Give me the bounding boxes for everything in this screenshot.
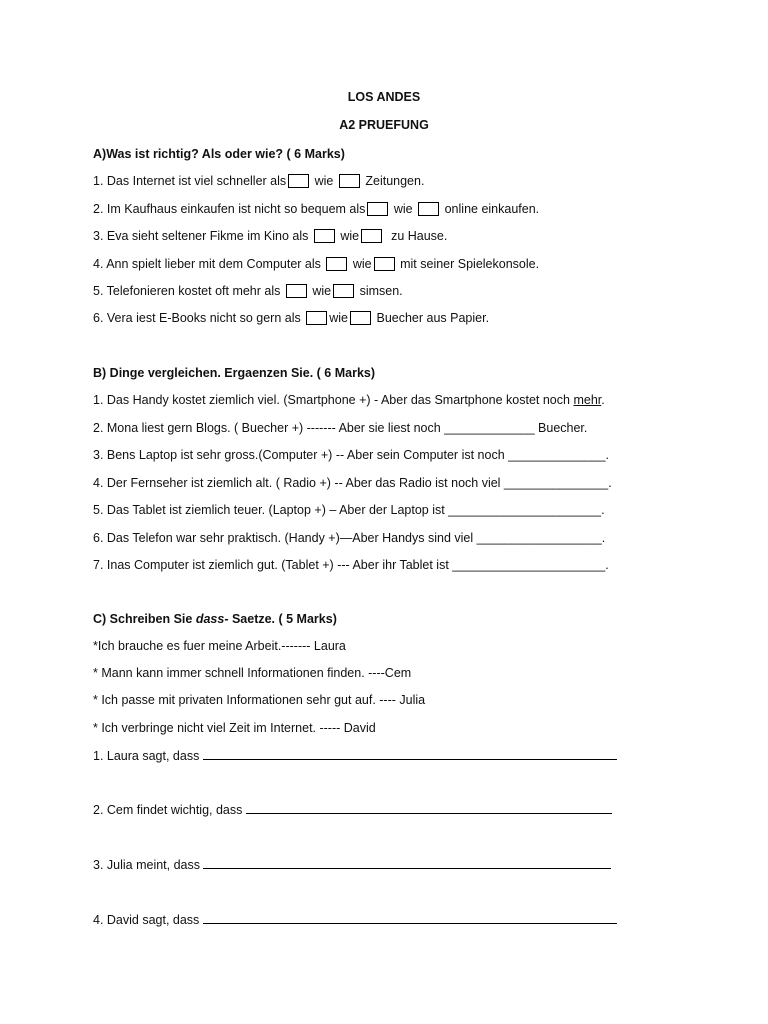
section-a-item: 6. Vera iest E-Books nicht so gern als wie Buecher aus Papier. — [93, 311, 490, 325]
section-b-item[interactable]: 3. Bens Laptop ist sehr gross.(Computer +) -- Aber sein Computer ist noch ______________. — [93, 448, 609, 462]
answer-box[interactable] — [306, 311, 327, 325]
exam-title: A2 PRUEFUNG — [339, 118, 429, 132]
example-answer: mehr — [573, 393, 602, 407]
answer-box[interactable] — [367, 202, 388, 216]
section-a-item: 4. Ann spielt lieber mit dem Computer als wie mit seiner Spielekonsole. — [93, 257, 540, 271]
answer-box[interactable] — [286, 284, 307, 298]
answer-blank[interactable] — [246, 802, 612, 814]
quote-line: * Ich passe mit privaten Informationen sehr gut auf. ---- Julia — [93, 693, 426, 707]
answer-line: 3. Julia meint, dass — [93, 857, 611, 873]
answer-line: 2. Cem findet wichtig, dass — [93, 802, 612, 818]
section-a-item: 5. Telefonieren kostet oft mehr als wie simsen. — [93, 284, 403, 298]
section-a-heading: A)Was ist richtig? Als oder wie? ( 6 Marks) — [93, 147, 345, 161]
answer-blank[interactable] — [203, 748, 617, 760]
answer-box[interactable] — [361, 229, 382, 243]
answer-line: 1. Laura sagt, dass — [93, 748, 617, 764]
section-b-item[interactable]: 2. Mona liest gern Blogs. ( Buecher +) ------- Aber sie liest noch _____________ Buecher. — [93, 421, 588, 435]
answer-line: 4. David sagt, dass — [93, 912, 617, 928]
answer-box[interactable] — [350, 311, 371, 325]
answer-blank[interactable] — [203, 912, 617, 924]
answer-box[interactable] — [288, 174, 309, 188]
answer-box[interactable] — [326, 257, 347, 271]
section-c-heading: C) Schreiben Sie dass- Saetze. ( 5 Marks) — [93, 612, 337, 626]
section-b-heading: B) Dinge vergleichen. Ergaenzen Sie. ( 6 Marks) — [93, 366, 376, 380]
section-a-item: 3. Eva sieht seltener Fikme im Kino als wie zu Hause. — [93, 229, 448, 243]
answer-box[interactable] — [339, 174, 360, 188]
section-a-item: 2. Im Kaufhaus einkaufen ist nicht so bequem als wie online einkaufen. — [93, 202, 540, 216]
answer-box[interactable] — [374, 257, 395, 271]
section-b-item[interactable]: 5. Das Tablet ist ziemlich teuer. (Laptop +) – Aber der Laptop ist ______________________. — [93, 503, 605, 517]
answer-blank[interactable] — [203, 857, 611, 869]
quote-line: * Ich verbringe nicht viel Zeit im Internet. ----- David — [93, 721, 376, 735]
quote-line: * Mann kann immer schnell Informationen finden. ----Cem — [93, 666, 412, 680]
section-b-item: 1. Das Handy kostet ziemlich viel. (Smartphone +) - Aber das Smartphone kostet noch mehr. — [93, 393, 605, 407]
section-a-item: 1. Das Internet ist viel schneller als wie Zeitungen. — [93, 174, 425, 188]
section-b-item[interactable]: 6. Das Telefon war sehr praktisch. (Handy +)—Aber Handys sind viel __________________. — [93, 531, 606, 545]
quote-line: *Ich brauche es fuer meine Arbeit.------- Laura — [93, 639, 346, 653]
answer-box[interactable] — [314, 229, 335, 243]
school-title: LOS ANDES — [347, 90, 421, 104]
answer-box[interactable] — [418, 202, 439, 216]
answer-box[interactable] — [333, 284, 354, 298]
section-b-item[interactable]: 7. Inas Computer ist ziemlich gut. (Tablet +) --- Aber ihr Tablet ist ______________________. — [93, 558, 609, 572]
section-b-item[interactable]: 4. Der Fernseher ist ziemlich alt. ( Radio +) -- Aber das Radio ist noch viel _______________. — [93, 476, 612, 490]
